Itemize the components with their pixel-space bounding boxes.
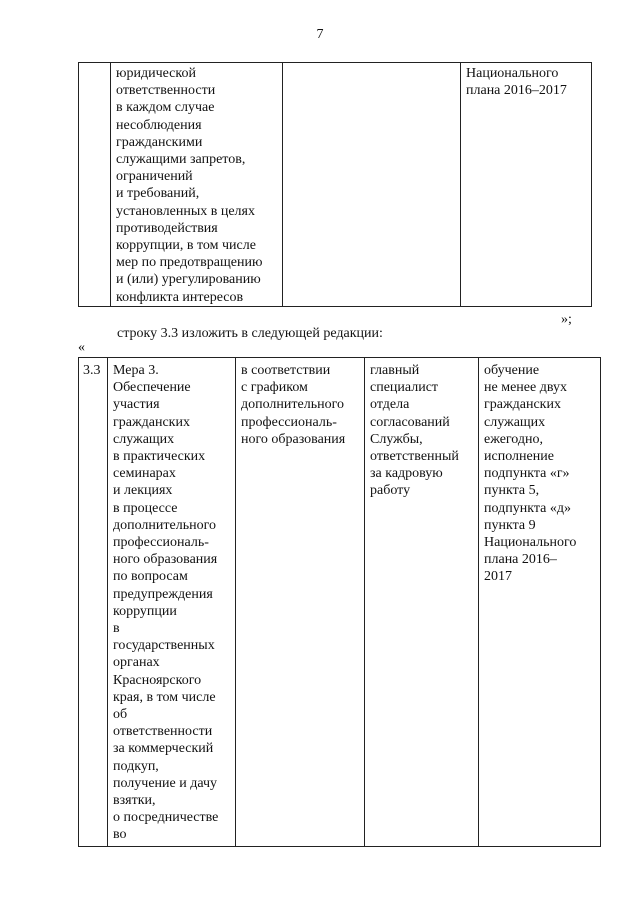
table1-col-border — [110, 62, 111, 307]
cell-text-line: работу — [370, 483, 411, 499]
cell-text-line: предупреждения — [113, 586, 213, 602]
cell-text-line: и (или) урегулированию — [116, 272, 261, 288]
cell-text-line: получение и дачу — [113, 775, 218, 791]
cell-text-line: ограничений — [116, 169, 193, 185]
opening-quote: « — [78, 340, 85, 355]
measure-cell — [113, 362, 218, 844]
cell-text-line: гражданских — [113, 414, 190, 430]
cell-text-line: семинарах — [113, 466, 176, 482]
cell-text-line: главный — [370, 363, 420, 378]
cell-text-line: плана 2016– — [484, 552, 557, 568]
cell-text-line: профессиональ- — [113, 535, 209, 551]
table2-col-border — [235, 357, 236, 847]
result-cell — [484, 362, 576, 586]
cell-text-line: Службы, — [370, 431, 423, 447]
instruction-text: строку 3.3 изложить в следующей редакции: — [117, 326, 383, 341]
table2-col-border — [600, 357, 601, 847]
row-number: 3.3 — [83, 363, 101, 378]
cell-text-line: пункта 5, — [484, 483, 540, 499]
table2-col-border — [107, 357, 108, 847]
cell-text-line: Национального — [484, 535, 577, 551]
table1-top-border — [78, 62, 592, 63]
cell-text-line: противодействия — [116, 220, 218, 236]
cell-text-line: в практических — [113, 449, 206, 465]
cell-text-line: дополнительного — [113, 517, 216, 533]
cell-text-line: Национального — [466, 66, 559, 81]
cell-text-line: дополнительного — [241, 397, 344, 413]
cell-text-line: ответственный — [370, 449, 459, 465]
cell-text-line: специалист — [370, 380, 439, 396]
cell-text-line: не менее двух — [484, 380, 567, 396]
cell-text-line: об — [113, 707, 128, 723]
table1-result-cell — [466, 65, 567, 99]
cell-text-line: Обеспечение — [113, 380, 191, 396]
cell-text-line: подпункта «д» — [484, 500, 571, 516]
cell-text-line: отдела — [370, 397, 410, 413]
closing-quote: »; — [561, 312, 572, 327]
cell-text-line: Мера 3. — [113, 363, 159, 378]
cell-text-line: во — [113, 827, 127, 843]
cell-text-line: участия — [113, 397, 160, 413]
cell-text-line: взятки, — [113, 793, 156, 809]
cell-text-line: за коммерческий — [113, 741, 214, 757]
table1-bottom-border — [78, 306, 592, 307]
page-number: 7 — [316, 27, 324, 42]
table1-col-border — [460, 62, 461, 307]
cell-text-line: в процессе — [113, 500, 178, 516]
cell-text-line: коррупции, в том числе — [116, 238, 256, 254]
cell-text-line: Красноярского — [113, 672, 202, 688]
cell-text-line: за кадровую — [370, 466, 443, 482]
cell-text-line: подпункта «г» — [484, 466, 570, 482]
cell-text-line: исполнение — [484, 449, 554, 465]
cell-text-line: ного образования — [113, 552, 218, 568]
cell-text-line: по вопросам — [113, 569, 188, 585]
cell-text-line: коррупции — [113, 603, 177, 619]
table2-col-border — [364, 357, 365, 847]
cell-text-line: плана 2016–2017 — [466, 83, 567, 99]
cell-text-line: ежегодно, — [484, 431, 544, 447]
table1-col-border — [282, 62, 283, 307]
table2-top-border — [78, 357, 601, 358]
cell-text-line: государственных — [113, 638, 215, 654]
cell-text-line: в каждом случае — [116, 100, 215, 116]
cell-text-line: пункта 9 — [484, 517, 536, 533]
cell-text-line: о посредничестве — [113, 810, 219, 826]
responsible-cell — [370, 362, 459, 500]
cell-text-line: ответственности — [116, 83, 216, 99]
cell-text-line: и лекциях — [113, 483, 173, 499]
cell-text-line: конфликта интересов — [116, 289, 244, 305]
cell-text-line: с графиком — [241, 380, 308, 396]
table2-col-border — [478, 357, 479, 847]
cell-text-line: обучение — [484, 363, 540, 378]
cell-text-line: несоблюдения — [116, 117, 202, 133]
cell-text-line: установленных в целях — [116, 203, 255, 219]
cell-text-line: гражданскими — [116, 134, 203, 150]
cell-text-line: согласований — [370, 414, 450, 430]
cell-text-line: ответственности — [113, 724, 213, 740]
cell-text-line: служащих — [113, 431, 175, 447]
cell-text-line: служащими запретов, — [116, 152, 246, 168]
cell-text-line: профессиональ- — [241, 414, 337, 430]
table1-col-border — [78, 62, 79, 307]
cell-text-line: служащих — [484, 414, 546, 430]
cell-text-line: в соответствии — [241, 363, 331, 378]
table2-bottom-border — [78, 846, 601, 847]
cell-text-line: и требований, — [116, 186, 200, 202]
term-cell — [241, 362, 345, 448]
table1-col-border — [591, 62, 592, 307]
cell-text-line: гражданских — [484, 397, 561, 413]
cell-text-line: юридической — [116, 66, 196, 81]
cell-text-line: органах — [113, 655, 160, 671]
cell-text-line: мер по предотвращению — [116, 255, 263, 271]
cell-text-line: в — [113, 621, 120, 637]
table2-col-border — [78, 357, 79, 847]
table1-description-cell — [116, 65, 262, 306]
cell-text-line: 2017 — [484, 569, 512, 585]
cell-text-line: края, в том числе — [113, 689, 216, 705]
cell-text-line: ного образования — [241, 431, 346, 447]
cell-text-line: подкуп, — [113, 758, 159, 774]
